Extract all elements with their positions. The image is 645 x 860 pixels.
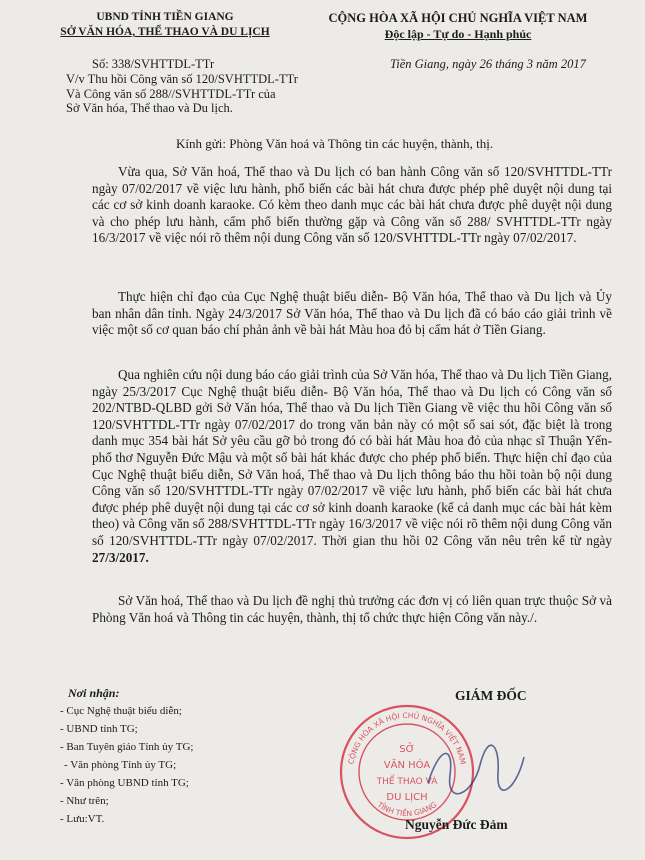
recall-date: 27/3/2017.	[92, 549, 149, 565]
body-paragraph-2: Thực hiện chỉ đạo của Cục Nghệ thuật biểu diễn- Bộ Văn hóa, Thể thao và Du lịch và Ủy ban nhân dân tỉnh. Ngày 24/3/2017 Sở Văn hóa, Thể thao và Du lịch đã có báo cáo giải trình về việc một số cơ quan báo chí phản ảnh về bài hát Màu hoa đỏ bị cấm hát ở Tiền Giang.	[92, 289, 612, 338]
body-paragraph-4: Sở Văn hoá, Thể thao và Du lịch đề nghị thủ trưởng các đơn vị có liên quan trực thuộc Sở và Phòng Văn hoá và Thông tin các huyện, thành, thị tổ chức thực hiện Công văn này./.	[92, 593, 612, 625]
issuer-dept: SỞ VĂN HÓA, THỂ THAO VÀ DU LỊCH	[60, 26, 270, 38]
seal-line-2: VĂN HÓA	[383, 760, 431, 771]
national-motto: Độc lập - Tự do - Hạnh phúc	[384, 27, 532, 41]
list-item: - Lưu:VT.	[60, 810, 193, 828]
national-title: CỘNG HÒA XÃ HỘI CHỦ NGHĨA VIỆT NAM	[328, 11, 588, 25]
signer-name: Nguyễn Đức Đảm	[405, 817, 508, 832]
document-subject	[66, 72, 366, 116]
subject-line: Sở Văn hóa, Thể thao và Du lịch.	[66, 101, 233, 115]
seal-ring-text: CỘNG HÒA XÃ HỘI CHỦ NGHĨA VIỆT NAM	[346, 710, 468, 766]
signature-scribble	[420, 735, 530, 805]
seal-line-1: SỞ	[399, 744, 415, 755]
document-date: Tiền Giang, ngày 26 tháng 3 năm 2017	[390, 57, 586, 71]
list-item: - Như trên;	[60, 792, 193, 810]
subject-line: Và Công văn số 288//SVHTTDL-TTr của	[66, 86, 276, 101]
body-paragraph-1: Vừa qua, Sở Văn hoá, Thể thao và Du lịch có ban hành Công văn số 120/SVHTTDL-TTr ngày 07/02/2017 về việc lưu hành, phổ biến các bài hát chưa được phép phê duyệt nội dung tại các cơ sở kinh doanh karaoke. Có kèm theo danh mục các bài hát chưa được phê duyệt nội dung và cho phép lưu hành, cấm phổ biến thường gặp và Công văn số 288/ SVHTTDL-TTr ngày 16/3/2017 về việc nói rõ thêm nội dung Công văn số 120/SVHTTDL-TTr ngày 07/02/2017.	[92, 164, 612, 246]
body-paragraph-3-text: Qua nghiên cứu nội dung báo cáo giải trình của Sở Văn hóa, Thể thao và Du lịch Tiền Giang, ngày 25/3/2017 Cục Nghệ thuật biểu diễn- Bộ Văn hóa, Thể thao và Du lịch có Công văn số 202/NTBD-QLBD gởi Sở Văn hóa, Thể thao và Du lịch Tiền Giang về việc thu hồi Công văn số 120/SVHTTDL-TTr ngày 07/02/2017 do trong văn bản này có một số sai sót, đặc biệt là trong danh mục 354 bài hát Sở yêu cầu gỡ bỏ trong đó có bài hát Màu hoa đỏ của nhạc sĩ Thuận Yến- phổ thơ Nguyễn Đức Mậu và một số bài hát khác được cho phép phổ biến. Thực hiện chỉ đạo của Cục Nghệ thuật biểu diễn, Sở Văn hoá, Thể thao và Du lịch thông báo thu hồi toàn bộ nội dung Công văn số 120/SVHTTDL-TTr ngày 07/02/2017 về việc lưu hành, phổ biến các bài hát chưa được phép phê duyệt nội dung tại các cơ sở kinh doanh karaoke (kể cả danh mục các bài hát kèm theo) và Công văn số 288/SVHTTDL-TTr ngày 16/3/2017 về việc nói rõ thêm nội dung Công văn số 120/SVHTTDL-TTr ngày 07/02/2017. Thời gian thu hồi 02 Công văn nêu trên kể từ ngày	[92, 367, 612, 548]
national-header	[318, 10, 598, 42]
seal-ring-bottom: TỈNH TIỀN GIANG	[375, 800, 439, 819]
issuer-header	[60, 10, 270, 40]
body-paragraph-3	[92, 367, 612, 566]
issuer-org: UBND TỈNH TIỀN GIANG	[96, 11, 234, 23]
list-item: - Văn phòng UBND tỉnh TG;	[60, 774, 193, 792]
recipient-line: Kính gửi: Phòng Văn hoá và Thông tin các huyện, thành, thị.	[176, 136, 494, 151]
list-item: - Ban Tuyên giáo Tỉnh ủy TG;	[60, 738, 193, 756]
list-item: - UBND tỉnh TG;	[60, 720, 193, 738]
list-item: - Văn phòng Tỉnh ủy TG;	[60, 756, 193, 774]
subject-line: V/v Thu hồi Công văn số 120/SVHTTDL-TTr	[66, 72, 298, 86]
list-item: - Cục Nghệ thuật biểu diễn;	[60, 702, 193, 720]
seal-line-3: THỂ THAO VÀ	[376, 777, 438, 787]
signer-title: GIÁM ĐỐC	[455, 688, 527, 703]
seal-line-4: DU LỊCH	[386, 792, 428, 803]
recipients-list	[60, 702, 193, 828]
recipients-title: Nơi nhận:	[68, 686, 120, 700]
document-number: Số: 338/SVHTTDL-TTr	[92, 57, 215, 71]
